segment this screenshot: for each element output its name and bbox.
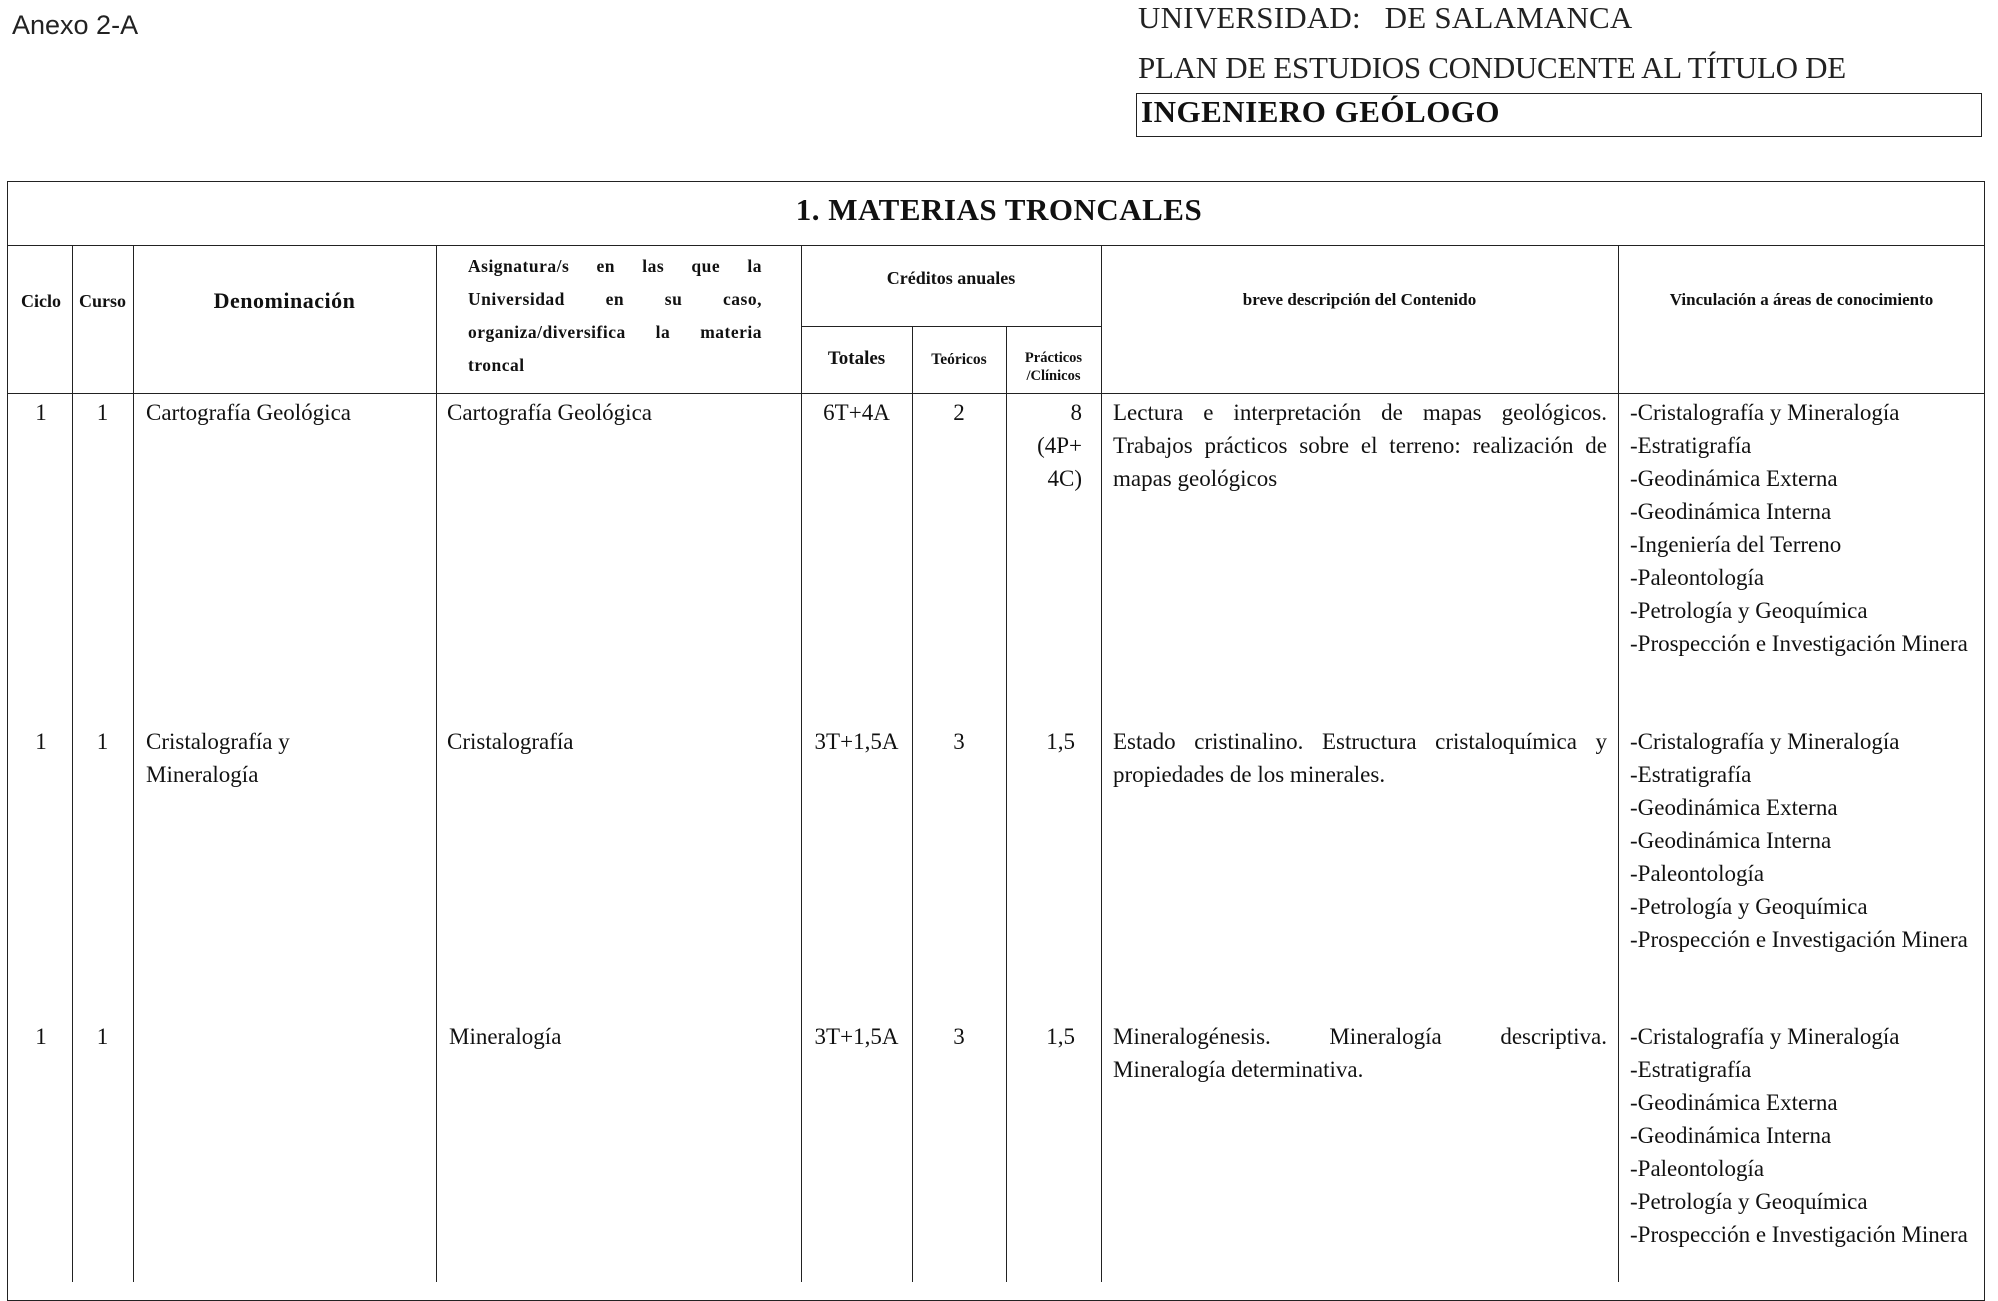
col-header-curso: Curso [78, 291, 126, 311]
row-descripcion: Lectura e interpretación de mapas geológicos. Trabajos prácticos sobre el terreno: realización de mapas geológicos [1113, 400, 1607, 491]
area-item: -Geodinámica Interna [1630, 828, 1832, 853]
row-teoricos: 3 [953, 1024, 965, 1049]
row-asignatura: Cartografía Geológica [447, 400, 652, 425]
row-ciclo: 1 [35, 1024, 47, 1049]
area-item: -Ingeniería del Terreno [1630, 532, 1842, 557]
col-header-practicos: Prácticos /Clínicos [1024, 350, 1083, 384]
area-item: -Petrología y Geoquímica [1630, 894, 1868, 919]
row-areas [1630, 725, 1980, 956]
col-header-ciclo: Ciclo [21, 291, 61, 311]
area-item: -Estratigrafía [1630, 1057, 1752, 1082]
area-item: -Prospección e Investigación Minera [1630, 1222, 1968, 1247]
col-header-vinculacion: Vinculación a áreas de conocimiento [1669, 290, 1934, 309]
degree-title: INGENIERO GEÓLOGO [1141, 94, 1501, 129]
row-totales: 3T+1,5A [814, 729, 899, 754]
rule-credits-sub [801, 326, 1101, 327]
col-line-2 [133, 246, 134, 1282]
area-item: -Geodinámica Interna [1630, 1123, 1832, 1148]
row-areas [1630, 1020, 1980, 1251]
area-item: -Estratigrafía [1630, 433, 1752, 458]
col-header-asignatura: Asignatura/s en las que la Universidad en su caso, organiza/diversifica la materia troncal [468, 256, 762, 375]
row-teoricos: 3 [953, 729, 965, 754]
rule-header-bottom [8, 393, 1984, 394]
area-item: -Cristalografía y Mineralogía [1630, 1024, 1900, 1049]
row-areas [1630, 396, 1980, 660]
area-item: -Geodinámica Externa [1630, 466, 1838, 491]
area-item: -Paleontología [1630, 861, 1765, 886]
degree-title-box [1136, 93, 1982, 137]
rule-title-bottom [8, 245, 1984, 246]
section-title: 1. MATERIAS TRONCALES [795, 192, 1203, 227]
area-item: -Petrología y Geoquímica [1630, 1189, 1868, 1214]
plan-line: PLAN DE ESTUDIOS CONDUCENTE AL TÍTULO DE [1138, 50, 1846, 85]
row-descripcion: Estado cristinalino. Estructura cristaloquímica y propiedades de los minerales. [1113, 729, 1607, 787]
area-item: -Petrología y Geoquímica [1630, 598, 1868, 623]
row-curso: 1 [96, 1024, 109, 1049]
row-asignatura: Cristalografía [447, 729, 574, 754]
col-header-denominacion: Denominación [213, 288, 356, 313]
area-item: -Geodinámica Externa [1630, 795, 1838, 820]
row-denominacion: Cristalografía y Mineralogía [146, 729, 290, 787]
col-header-creditos: Créditos anuales [886, 268, 1016, 288]
row-denominacion: Cartografía Geológica [146, 400, 351, 425]
row-practicos: 8 (4P+ 4C) [1037, 400, 1082, 491]
area-item: -Geodinámica Interna [1630, 499, 1832, 524]
col-line-8 [1618, 246, 1619, 1282]
row-asignatura: Mineralogía [449, 1024, 562, 1049]
col-line-5 [912, 327, 913, 1282]
area-item: -Cristalografía y Mineralogía [1630, 400, 1900, 425]
row-ciclo: 1 [35, 729, 47, 754]
row-totales: 3T+1,5A [814, 1024, 899, 1049]
col-line-3 [436, 246, 437, 1282]
annex-label: Anexo 2-A [12, 10, 139, 40]
row-practicos: 1,5 [1046, 729, 1075, 754]
area-item: -Prospección e Investigación Minera [1630, 927, 1968, 952]
row-curso: 1 [96, 400, 109, 425]
area-item: -Cristalografía y Mineralogía [1630, 729, 1900, 754]
row-descripcion: Mineralogénesis. Mineralogía descriptiva. Mineralogía determinativa. [1113, 1024, 1607, 1082]
row-ciclo: 1 [35, 400, 47, 425]
col-header-teoricos: Teóricos [931, 351, 987, 368]
col-line-6 [1006, 327, 1007, 1282]
row-totales: 6T+4A [823, 400, 890, 425]
area-item: -Prospección e Investigación Minera [1630, 631, 1968, 656]
row-practicos: 1,5 [1046, 1024, 1075, 1049]
row-curso: 1 [96, 729, 109, 754]
area-item: -Estratigrafía [1630, 762, 1752, 787]
col-line-7 [1101, 246, 1102, 1282]
area-item: -Paleontología [1630, 1156, 1765, 1181]
row-teoricos: 2 [953, 400, 965, 425]
area-item: -Paleontología [1630, 565, 1765, 590]
area-item: -Geodinámica Externa [1630, 1090, 1838, 1115]
col-header-descripcion: breve descripción del Contenido [1242, 290, 1477, 309]
university-line: UNIVERSIDAD: DE SALAMANCA [1138, 0, 1633, 35]
col-header-totales: Totales [827, 348, 886, 369]
